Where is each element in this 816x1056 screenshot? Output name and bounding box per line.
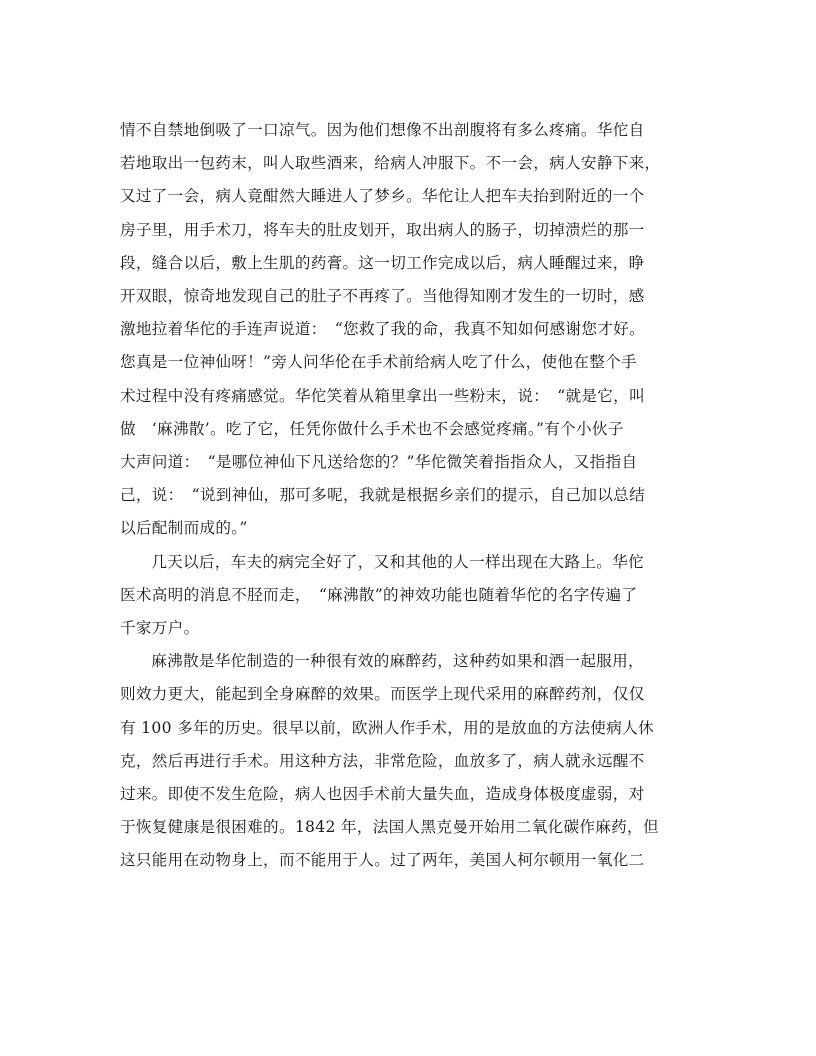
paragraph-3	[120, 645, 659, 877]
text-line: 有 100 多年的历史。很早以前，欧洲人作手术，用的是放血的方法使病人休	[120, 718, 654, 737]
text-line: 又过了一会，病人竟酣然大睡进人了梦乡。华佗让人把车夫抬到附近的一个	[120, 187, 645, 206]
paragraph-2	[120, 546, 644, 646]
text-line: 医术高明的消息不胫而走， “麻沸散”的神效功能也随着华佗的名字传遍了	[120, 585, 638, 604]
text-line: 麻沸散是华佗制造的一种很有效的麻醉药，这种药如果和酒一起服用，	[151, 652, 644, 671]
text-line: 做 ‘麻沸散’。吃了它，任凭你做什么手术也不会感觉疼痛。”有个小伙子	[120, 419, 624, 438]
text-line: 几天以后，车夫的病完全好了，又和其他的人一样出现在大路上。华佗	[151, 552, 644, 571]
text-line: 房子里，用手术刀，将车夫的肚皮划开，取出病人的肠子，切掉溃烂的那一	[120, 220, 645, 239]
text-line: 激地拉着华佗的手连声说道： “您救了我的命，我真不知如何感谢您才好。	[120, 320, 645, 339]
text-line: 千家万户。	[120, 619, 200, 638]
text-line: 若地取出一包药末，叫人取些酒来，给病人冲服下。不一会，病人安静下来，	[120, 154, 661, 173]
paragraph-1	[120, 114, 661, 546]
text-line: 大声问道： “是哪位神仙下凡送给您的？”华佗微笑着指指众人，又指指自	[120, 453, 638, 472]
text-line: 克，然后再进行手术。用这种方法，非常危险，血放多了，病人就永远醒不	[120, 751, 645, 770]
document-page	[120, 114, 661, 878]
text-line: 过来。即使不发生危险，病人也因手术前大量失血，造成身体极度虚弱，对	[120, 785, 645, 804]
text-line: 术过程中没有疼痛感觉。华佗笑着从箱里拿出一些粉末，说： “就是它，叫	[120, 386, 645, 405]
text-line: 于恢复健康是很困难的。1842 年，法国人黑克曼开始用二氧化碳作麻药，但	[120, 818, 659, 837]
text-line: 您真是一位神仙呀！”旁人问华伦在手术前给病人吃了什么，使他在整个手	[120, 353, 637, 372]
text-line: 开双眼，惊奇地发现自己的肚子不再疼了。当他得知刚才发生的一切时，感	[120, 287, 645, 306]
text-line: 则效力更大，能起到全身麻醉的效果。而医学上现代采用的麻醉药剂，仅仅	[120, 685, 645, 704]
text-line: 己，说： “说到神仙，那可多呢，我就是根据乡亲们的提示，自己加以总结	[120, 486, 645, 505]
text-line: 这只能用在动物身上，而不能用于人。过了两年，美国人柯尔顿用一氧化二	[120, 851, 645, 870]
text-line: 段，缝合以后，敷上生肌的药膏。这一切工作完成以后，病人睡醒过来，睁	[120, 253, 645, 272]
text-line: 情不自禁地倒吸了一口凉气。因为他们想像不出剖腹将有多么疼痛。华佗自	[120, 121, 645, 139]
text-line: 以后配制而成的。”	[120, 519, 248, 538]
